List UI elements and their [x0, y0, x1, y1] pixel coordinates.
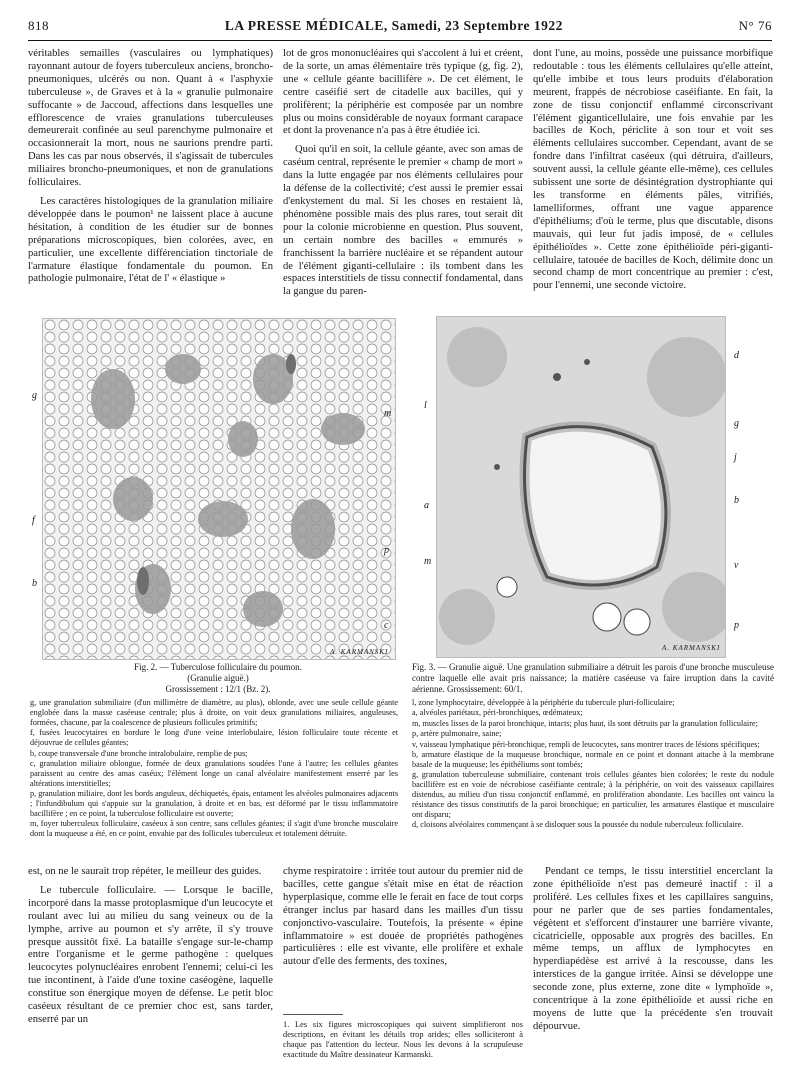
journal-title: LA PRESSE MÉDICALE, Samedi, 23 Septembre 1922 — [224, 18, 563, 33]
paragraph: Quoi qu'il en soit, la cellule géante, avec son amas de caséum central, représente le premier « champ de mort » dans la lutte engagée par nos éléments cellulaires pour la défense de la collectivité; c'est aussi le premier essai d'enkystement du mal. Si les choses en restaient là, phénomène possible mais des plus rares, tout serait dit pour la colonie microbienne en question. Plus souvent, un certain nombre des bacilles « emmurés » franchissent la barrière nucléaire et se répandent autour de l'élément giganti-cellulaire : ils tombent dans les espaces interstitiels de tissu connectif fondamental, dans la gangue du paren- — [283, 144, 524, 298]
header-rule — [28, 40, 772, 41]
caption-title: Fig. 2. — Tuberculose folliculaire du poumon. — [134, 662, 302, 672]
legend-item: l, zone lymphocytaire, développée à la périphérie du tubercule pluri-folliculaire; — [412, 698, 675, 707]
figure-2-letter-m: m — [384, 408, 392, 419]
figure-3-letter-p: p — [734, 620, 739, 631]
bottom-column-2 — [283, 866, 523, 975]
legend-item: m, foyer tuberculeux folliculaire, caséeux à son centre, sans cellules géantes; il s'agit d'une bronche musculaire dont la muqueuse a été, en ce point, envahie par des follicules tuberculeux et totalement détruite. — [30, 819, 398, 839]
paragraph: est, on ne le saurait trop répéter, le meilleur des guides. — [28, 866, 262, 877]
figure-2-illustration — [42, 318, 396, 660]
page-number: 818 — [28, 18, 49, 33]
bottom-column-3 — [533, 866, 773, 1040]
figure-2-letter-f: f — [32, 515, 35, 526]
figure-2-letter-c: c — [384, 620, 389, 631]
top-column-2 — [283, 48, 523, 305]
figure-2-signature: A. KARMANSKI — [330, 648, 389, 656]
figure-3-letter-b: b — [734, 495, 739, 506]
figure-3-legend — [412, 698, 774, 831]
legend-item: a, alvéoles pariétaux, péri-bronchiques, œdémateux; — [412, 708, 583, 718]
caption-magnification: Grossissement : 12/1 (Bz. 2). — [165, 683, 271, 694]
figure-3-signature: A. KARMANSKI — [662, 644, 721, 652]
legend-item: b, armature élastique de la muqueuse bronchique, normale en ce point et donnant attache à la membrane basale de la muqueuse; les épithéliums sont tombés; — [412, 750, 774, 769]
figure-2-caption — [42, 662, 394, 694]
issue-number: N° 76 — [738, 18, 772, 33]
paragraph: véritables semailles (vasculaires ou lymphatiques) rayonnant autour de foyers tuberculeux anciens, broncho-pneumoniques, ulcérés ou non. Quant à « l'asphyxie tuberculeuse », de Graves et à la « granulie pulmonaire suffocante » de Jaccoud, affections dans lesquelles une efflorescence de vraies granulations tuberculeuses demeurerait confinée au seul parenchyme pulmonaire et occasionnerait la mort, nous ne saurions prendre parti. Dans les cas par nous observés, il s'agissait de tubercules miliaires broncho-pneumoniques, et non de granulations folliculaires. — [28, 48, 273, 189]
lung-tissue-drawing — [43, 319, 395, 659]
footnote: 1. Les six figures microscopiques qui suivent simplifieront nos descriptions, en évitant les détails trop arides; elles solliciteront à chaque pas l'attention du lecteur. Nous les devons à la scrupuleuse exactitude du Maître dessinateur Karmanski. — [283, 1020, 523, 1059]
caption-subtitle: (Granulie aiguë.) — [187, 672, 249, 683]
paragraph: Pendant ce temps, le tissu interstitiel encerclant la zone épithélioïde n'est pas demeuré inactif : il a proliféré. Les cellules fixes et les capillaires sanguins, pour ne parler que de ses parties fondamentales, végètent et s'efforcent d'instaurer une barrière vivante, cicatricielle, opposable aux progrès des bacilles. En même temps, un afflux de lymphocytes en hyperdiapédèse est arrivé à la rescousse, dans les interstices de la gangue irritée. Ainsi se développe une seconde zone, plus externe, zone dite « lymphoïde », concentrique à la zone épithélioïde et aussi riche en moyens de lutte que la précédente s'en trouvait dépourvue. — [533, 866, 773, 1032]
paragraph: dont l'une, au moins, possède une puissance morbifique redoutable : tous les éléments cellulaires qu'elle atteint, qu'elle imbibe et tous leurs produits d'élaboration meurent, frappés de nécrobiose caséifiante. En fait, la zone de tissu conjonctif enflammé circonscrivant l'élément giganticellulaire, une fois envahie par les bacilles de Koch, périclite à son tour et voit ses éléments cellulaires succomber. Cependant, avant de se fondre dans l'infiltrat caséeux (qui détruira, d'ailleurs, souvent aussi, la cellule géante elle-même), ces cellules subissent une sorte de désintégration dystrophiante qui les transforme en éléments pâles, vitrifiés, lamelliformes, offrant une vague apparence d'épithéliums; d'où le terme, plus que discutable, disons mauvais, qui leur fut jadis imposé, de « cellules épithélioïdes ». Cette zone épithélioïde péri-giganti-cellulaire, tatouée de bacilles de Koch, délimite donc un second champ de mort concentrique au premier : c'est, pour l'ennemi, une seconde victoire. — [533, 48, 773, 292]
figure-2-letter-g: g — [32, 390, 37, 401]
paragraph: chyme respiratoire : irritée tout autour du premier nid de bacilles, cette gangue s'était mise en état de réaction hyperplasique, comme elle le ferait en face de tout corps étranger inclus par hasard dans les mailles d'un tissu conjonctivo-vasculaire. Toutefois, la présente « épine inflammatoire » est douée de propriétés pathogènes particulières : elle est vivante, elle prolifère et exhale autour d'elle des ferments, des toxines, — [283, 866, 523, 968]
figure-2-letter-b: b — [32, 578, 37, 589]
figure-3-illustration — [436, 316, 726, 658]
legend-item: g, une granulation submiliaire (d'un millimètre de diamètre, au plus), oblonde, avec une seule cellule géante englobée dans la masse caséeuse centrale; plus à droite, on voit deux granulations miliaires, anguleuses, formées, chacune, par la coalescence de plusieurs follicules primitifs; — [30, 698, 398, 727]
legend-item: c, granulation miliaire oblongue, formée de deux granulations soudées l'une à l'autre; les cellules géantes paraissent au centre des amas caséux; l'élément longe un canal alvéolaire manifestement enserré par les altérations interstitielles; — [30, 758, 398, 788]
figure-3-letter-l: l — [424, 400, 427, 411]
bronchus-drawing — [437, 317, 725, 657]
footnote-rule — [283, 1014, 343, 1015]
paragraph: Les caractères histologiques de la granulation miliaire développée dans le poumon¹ ne laissent place à aucune hésitation, à condition de les étudier sur de bonnes préparations microscopiques, bien colorées, avec, en particulier, une excellente différenciation tinctoriale de l'armature élastique fondamentale du poumon. En pathologie pulmonaire, l'état de l' « élastique » — [28, 195, 273, 285]
top-column-1 — [28, 48, 273, 292]
paragraph: Le tubercule folliculaire. — Lorsque le bacille, incorporé dans la masse protoplasmique d'un leucocyte et roulant avec lui au milieu du sang veineux ou de la lymphe, arrive au poumon et s'y arrête, il s'y trouve presque aussitôt fixé. La bataille s'engage sur-le-champ entre l'organisme et le germe pathogène : quelques leucocytes polynucléaires enrobent l'ennemi; celui-ci les tue incontinent, à l'aide d'une toxine caséogène, laquelle constitue son énergique moyen de défense. Le petit bloc caséeux résultant de ce premier choc est, sans tarder, enserré par un — [28, 884, 273, 1025]
legend-item: p, granulation miliaire, dont les bords anguleux, déchiquetés, épais, entament les alvéoles pulmonaires adjacents ; l'infundibulum qui s'appuie sur la granulation, à droite et en bas, est déformé par le tissu inflammatoire bacillifère ; en ce point, la tuberculose folliculaire est ouverte; — [30, 789, 398, 818]
figure-3-letter-v: v — [734, 560, 739, 571]
legend-item: b, coupe transversale d'une bronche intralobulaire, remplie de pus; — [30, 748, 248, 758]
figure-3-letter-m: m — [424, 556, 432, 567]
page-header — [28, 18, 772, 40]
figure-3-letter-d: d — [734, 350, 739, 361]
figure-3-letter-j: j — [734, 452, 737, 463]
legend-item: d, cloisons alvéolaires commençant à se disloquer sous la poussée du nodule tuberculeux folliculaire. — [412, 820, 744, 830]
legend-item: g, granulation tuberculeuse submiliaire, contenant trois cellules géantes bien colorées; le reste du nodule bacillifère est en voie de nécrobiose caséifiante centrale; à la périphérie, on voit des vaisseaux capillaires distendus, au milieu d'un tissu conjonctif enflammé, en prolifération abondante. Les bacilles ont vaincu la résistance des tissus constitutifs de la paroi bronchique; en particulier, les armatures élastique et musculaire ont disparu; — [412, 770, 774, 819]
legend-item: f, fusées leucocytaires en bordure le long d'une veine interlobulaire, lésion folliculaire toute récente et déjouvrue de cellules géantes; — [30, 728, 398, 748]
figure-2-letter-p: p — [384, 545, 389, 556]
figure-3-letter-g: g — [734, 418, 739, 429]
figure-3-caption: Fig. 3. — Granulie aiguë. Une granulation submiliaire a détruit les parois d'une bronche musculeuse contre laquelle elle avait pris naissance; la matière caséeuse va faire irruption dans la cavité aérienne. Grossissement: 60/1. — [412, 662, 774, 694]
paragraph: lot de gros mononucléaires qui s'accolent à lui et créent, de la sorte, un amas élémentaire très typique (g, fig. 2), une « cellule géante bacillifère ». De cet élément, le centre caséifié sert de citadelle aux bacilles, qui y prolifèrent; la périphérie est composée par un nombre plus ou moins considérable de noyaux formant carapace et dont la provenance n'a pas à être étudiée ici. — [283, 48, 523, 137]
figure-3-letter-a: a — [424, 500, 429, 511]
figure-2-legend — [30, 698, 398, 840]
legend-item: v, vaisseau lymphatique péri-bronchique, rempli de leucocytes, sans montrer traces de lésions spécifiques; — [412, 739, 760, 749]
legend-item: p, artère pulmonaire, saine; — [412, 729, 502, 739]
bottom-column-1 — [28, 866, 273, 1033]
legend-item: m, muscles lisses de la paroi bronchique, intacts; plus haut, ils sont détruits par la granulation folliculaire; — [412, 718, 758, 728]
top-column-3 — [533, 48, 773, 299]
